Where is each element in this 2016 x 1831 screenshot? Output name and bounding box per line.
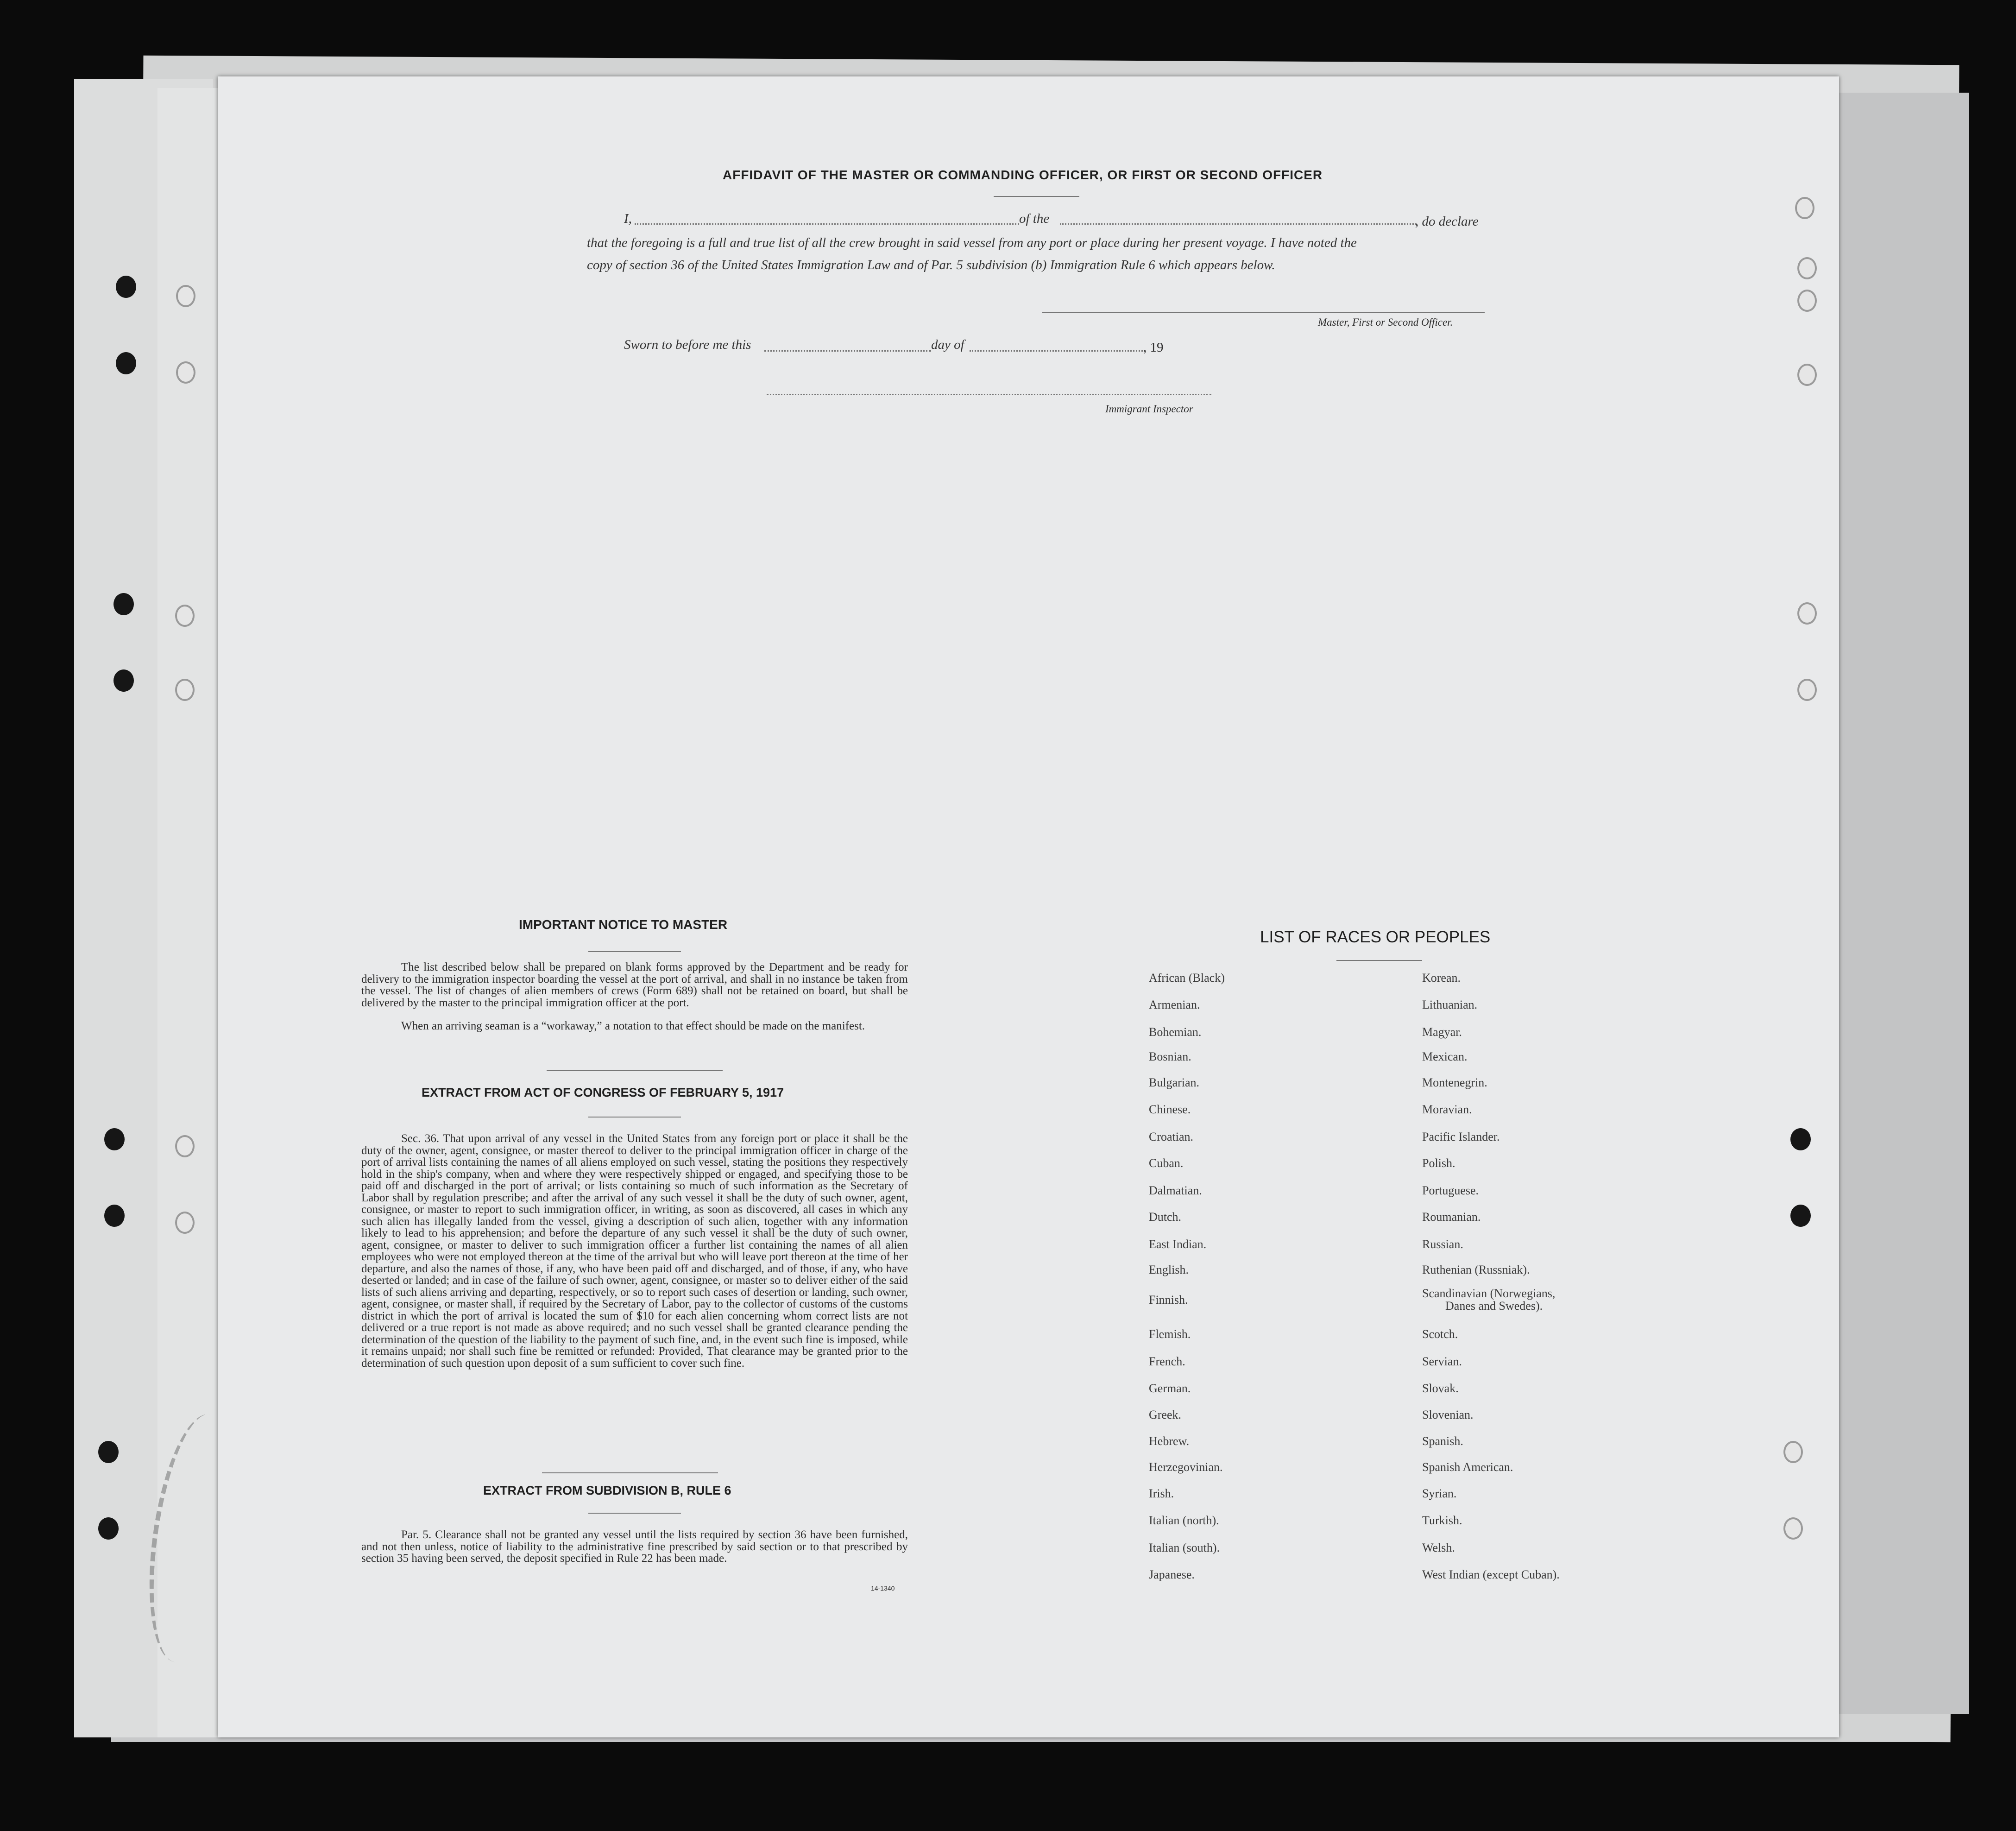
punch-hole	[1783, 1517, 1803, 1540]
race-item: African (Black)	[1149, 971, 1225, 985]
punch-hole	[113, 593, 134, 615]
race-item: Croatian.	[1149, 1130, 1194, 1143]
punch-hole	[1795, 197, 1814, 219]
signature-line	[1042, 312, 1485, 313]
race-item: Magyar.	[1422, 1025, 1462, 1039]
race-item: West Indian (except Cuban).	[1422, 1568, 1560, 1581]
race-item: Moravian.	[1422, 1103, 1472, 1116]
punch-hole	[1797, 257, 1817, 279]
race-item: English.	[1149, 1263, 1189, 1276]
punch-hole	[1797, 679, 1817, 701]
race-item-continuation: Danes and Swedes).	[1445, 1299, 1543, 1313]
race-item: Syrian.	[1422, 1487, 1457, 1500]
race-item: Montenegrin.	[1422, 1076, 1487, 1089]
underlying-page-edge	[1830, 93, 1969, 1714]
act-extract-text: Sec. 36. That upon arrival of any vessel in the United States from any foreign port or place it shall be the duty of the owner, agent, consignee, or master thereof to deliver to the principal immigration officer in charge of the port of arrival lists containing the names of all aliens employed on such vessel, stating the positions they respectively hold in the ship's company, when and where they were respectively shipped or engaged, and specifying those to be paid off and discharged in the port of arrival; or lists containing so much of such information as the Secretary of Labor shall by regulation prescribe; and after the arrival of any such vessel it shall be the duty of such owner, agent, consignee, or master to report to such immigration officer, in writing, as soon as discovered, all cases in which any such alien has illegally landed from the vessel, giving a description of such alien, together with any information likely to lead to his apprehension; and before the departure of any such vessel it shall be the duty of such owner, agent, consignee, or master to deliver to such immigration officer a further list containing the names of all alien employees who were not employed thereon at the time of the arrival but who will leave port thereon at the time of her departure, and also the names of those, if any, who have been paid off and discharged, and of those, if any, who have deserted or landed; and in case of the failure of such owner, agent, consignee, or master so to deliver either of the said lists of such aliens arriving and departing, respectively, or so to report such cases of desertion or landing, such owner, agent, consignee, or master shall, if required by the Secretary of Labor, pay to the collector of customs of the customs district in which the port of arrival is located the sum of $10 for each alien concerning whom correct lists are not delivered or a true report is not made as above required; and no such vessel shall be granted clearance pending the determination of the question of the liability to the payment of such fine, and, in the event such fine is imposed, while it remains unpaid; nor shall such fine be remitted or refunded: Provided, That clearance may be granted prior to the determination of such question upon deposit of a sum sufficient to cover such fine.	[361, 1132, 908, 1370]
notice-paragraph: When an arriving seaman is a “workaway,” a notation to that effect should be made on the manifest.	[401, 1020, 865, 1032]
punch-hole	[1797, 364, 1817, 386]
punch-hole	[1797, 290, 1817, 312]
vessel-blank	[1060, 223, 1417, 225]
affidavit-do-declare: , do declare	[1415, 214, 1479, 229]
affidavit-of-the: of the	[1019, 211, 1050, 226]
punch-hole	[113, 669, 134, 692]
manifest-page	[218, 76, 1839, 1737]
punch-hole	[176, 361, 195, 384]
race-item: German.	[1149, 1382, 1191, 1395]
race-item: East Indian.	[1149, 1238, 1207, 1251]
rule-extract-text: Par. 5. Clearance shall not be granted any vessel until the lists required by section 36 have been furnished, and not then unless, notice of liability to the administrative fine prescribed by said section or to that prescribed by section 35 having been served, the deposit specified in Rule 22 has been made.	[361, 1528, 908, 1565]
race-item: Spanish.	[1422, 1434, 1463, 1448]
race-item: Flemish.	[1149, 1327, 1191, 1341]
divider	[588, 951, 681, 952]
affidavit-line-1	[624, 211, 632, 227]
punch-hole	[98, 1441, 119, 1463]
race-item: Finnish.	[1149, 1293, 1188, 1307]
race-item: Chinese.	[1149, 1103, 1191, 1116]
punch-hole	[175, 1135, 195, 1157]
race-item: Ruthenian (Russniak).	[1422, 1263, 1530, 1276]
punch-hole	[1783, 1441, 1803, 1463]
race-item: Slovenian.	[1422, 1408, 1474, 1421]
inspector-signature-line	[767, 394, 1211, 395]
race-item: Polish.	[1422, 1156, 1455, 1170]
divider	[1336, 960, 1422, 961]
day-blank	[764, 350, 931, 352]
race-item: Korean.	[1422, 971, 1461, 985]
name-blank	[635, 223, 1019, 225]
divider	[547, 1070, 723, 1071]
race-item: Russian.	[1422, 1238, 1463, 1251]
race-item: Bulgarian.	[1149, 1076, 1200, 1089]
notice-paragraph: The list described below shall be prepared on blank forms approved by the Department and be ready for delivery to the immigration inspector boarding the vessel at the port of arrival, and shall in no instance be taken from the vessel. The list of changes of alien members of crews (Form 689) shall not be retained on board, but shall be delivered by the master to the principal immigration officer at the port.	[361, 961, 908, 1009]
race-item: Bosnian.	[1149, 1050, 1191, 1063]
race-item: Pacific Islander.	[1422, 1130, 1500, 1143]
punch-hole	[1797, 602, 1817, 625]
race-item: Welsh.	[1422, 1541, 1455, 1554]
form-number: 14-1340	[871, 1585, 895, 1592]
race-item: Greek.	[1149, 1408, 1182, 1421]
race-item: Scotch.	[1422, 1327, 1458, 1341]
race-item: Scandinavian (Norwegians,	[1422, 1287, 1556, 1300]
inspector-caption: Immigrant Inspector	[1105, 403, 1193, 415]
race-item: Italian (south).	[1149, 1541, 1220, 1554]
race-item: Italian (north).	[1149, 1514, 1219, 1527]
affidavit-line-2: that the foregoing is a full and true list of all the crew brought in said vessel from any port or place during her present voyage. I have noted the	[587, 235, 1357, 250]
races-title: LIST OF RACES OR PEOPLES	[1260, 928, 1491, 946]
race-item: Portuguese.	[1422, 1184, 1479, 1197]
race-item: Mexican.	[1422, 1050, 1468, 1063]
signature-caption: Master, First or Second Officer.	[1318, 316, 1453, 328]
race-item: Spanish American.	[1422, 1460, 1513, 1474]
race-item: Roumanian.	[1422, 1210, 1481, 1224]
divider	[994, 196, 1079, 197]
punch-hole	[104, 1205, 125, 1227]
race-item: Servian.	[1422, 1355, 1462, 1368]
race-item: French.	[1149, 1355, 1185, 1368]
race-item: Armenian.	[1149, 998, 1200, 1011]
race-item: Bohemian.	[1149, 1025, 1202, 1039]
sworn-text: Sworn to before me this	[624, 337, 751, 352]
race-item: Irish.	[1149, 1487, 1174, 1500]
affidavit-i: I,	[624, 211, 632, 226]
sworn-day-of: day of	[931, 337, 964, 352]
divider	[588, 1117, 681, 1118]
punch-hole	[176, 285, 195, 307]
act-extract-title: EXTRACT FROM ACT OF CONGRESS OF FEBRUARY 5, 1917	[422, 1086, 784, 1099]
punch-hole	[1790, 1205, 1811, 1227]
race-item: Turkish.	[1422, 1514, 1462, 1527]
rule-extract-title: EXTRACT FROM SUBDIVISION B, RULE 6	[483, 1484, 731, 1497]
punch-hole	[175, 605, 195, 627]
month-blank	[970, 350, 1146, 352]
race-item: Hebrew.	[1149, 1434, 1190, 1448]
race-item: Dalmatian.	[1149, 1184, 1202, 1197]
punch-hole	[104, 1128, 125, 1150]
punch-hole	[116, 276, 136, 298]
race-item: Dutch.	[1149, 1210, 1182, 1224]
notice-title: IMPORTANT NOTICE TO MASTER	[519, 917, 728, 932]
divider	[588, 1513, 681, 1514]
race-item: Slovak.	[1422, 1382, 1459, 1395]
race-item: Cuban.	[1149, 1156, 1184, 1170]
race-item: Japanese.	[1149, 1568, 1195, 1581]
punch-hole	[98, 1517, 119, 1540]
affidavit-title: AFFIDAVIT OF THE MASTER OR COMMANDING OFFICER, OR FIRST OR SECOND OFFICER	[723, 168, 1323, 182]
punch-hole	[116, 352, 136, 374]
punch-hole	[175, 1212, 195, 1234]
punch-hole	[175, 679, 195, 701]
race-item: Herzegovinian.	[1149, 1460, 1223, 1474]
divider	[542, 1472, 718, 1473]
sworn-year: , 19	[1143, 340, 1164, 355]
affidavit-line-3: copy of section 36 of the United States Immigration Law and of Par. 5 subdivision (b) Immigration Rule 6 which appears below.	[587, 258, 1275, 272]
punch-hole	[1790, 1128, 1811, 1150]
race-item: Lithuanian.	[1422, 998, 1478, 1011]
